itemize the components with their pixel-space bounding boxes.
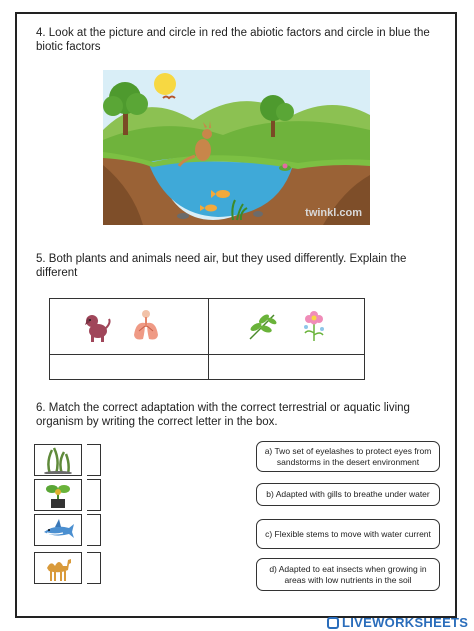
comparison-table	[49, 298, 365, 380]
table-divider	[50, 354, 364, 355]
shark-icon	[41, 516, 75, 544]
seaweed-box	[34, 444, 82, 476]
adaptation-b: b) Adapted with gills to breathe under water	[256, 483, 440, 506]
adaptation-d: d) Adapted to eat insects when growing in areas with low nutrients in the soil	[256, 558, 440, 591]
sun-icon	[154, 73, 176, 95]
watermark: twinkl.com	[305, 207, 362, 219]
camel-box	[34, 552, 82, 584]
flower-icon	[283, 164, 288, 169]
pitcher-plant-icon	[42, 481, 74, 509]
adaptation-a: a) Two set of eyelashes to protect eyes from sandstorms in the desert environment	[256, 441, 440, 472]
camel-icon	[41, 554, 75, 582]
seaweed-icon	[42, 446, 74, 474]
answer-box-1[interactable]	[87, 444, 101, 476]
question-6-text: 6. Match the correct adaptation with the correct terrestrial or aquatic living organism by writing the correct letter in the box.	[36, 402, 410, 428]
leaves-icon	[246, 311, 278, 346]
ecosystem-picture[interactable]	[103, 70, 370, 225]
adaptation-c: c) Flexible stems to move with water current	[256, 519, 440, 549]
pitcher-plant-box	[34, 479, 82, 511]
dog-icon	[82, 311, 112, 348]
answer-box-3[interactable]	[87, 514, 101, 546]
question-4-text: 4. Look at the picture and circle in red the abiotic factors and circle in blue the biotic factors	[36, 27, 430, 53]
table-divider	[208, 299, 209, 379]
answer-box-4[interactable]	[87, 552, 101, 584]
shark-box	[34, 514, 82, 546]
lungs-icon	[130, 309, 162, 348]
question-5-text: 5. Both plants and animals need air, but they used differently. Explain the different	[36, 253, 407, 279]
bird-icon	[163, 97, 175, 99]
brand-name: LIVEWORKSHEETS	[342, 615, 469, 630]
liveworksheets-icon	[327, 617, 339, 629]
liveworksheets-logo[interactable]	[327, 615, 468, 630]
flower-icon	[300, 309, 328, 348]
answer-box-2[interactable]	[87, 479, 101, 511]
